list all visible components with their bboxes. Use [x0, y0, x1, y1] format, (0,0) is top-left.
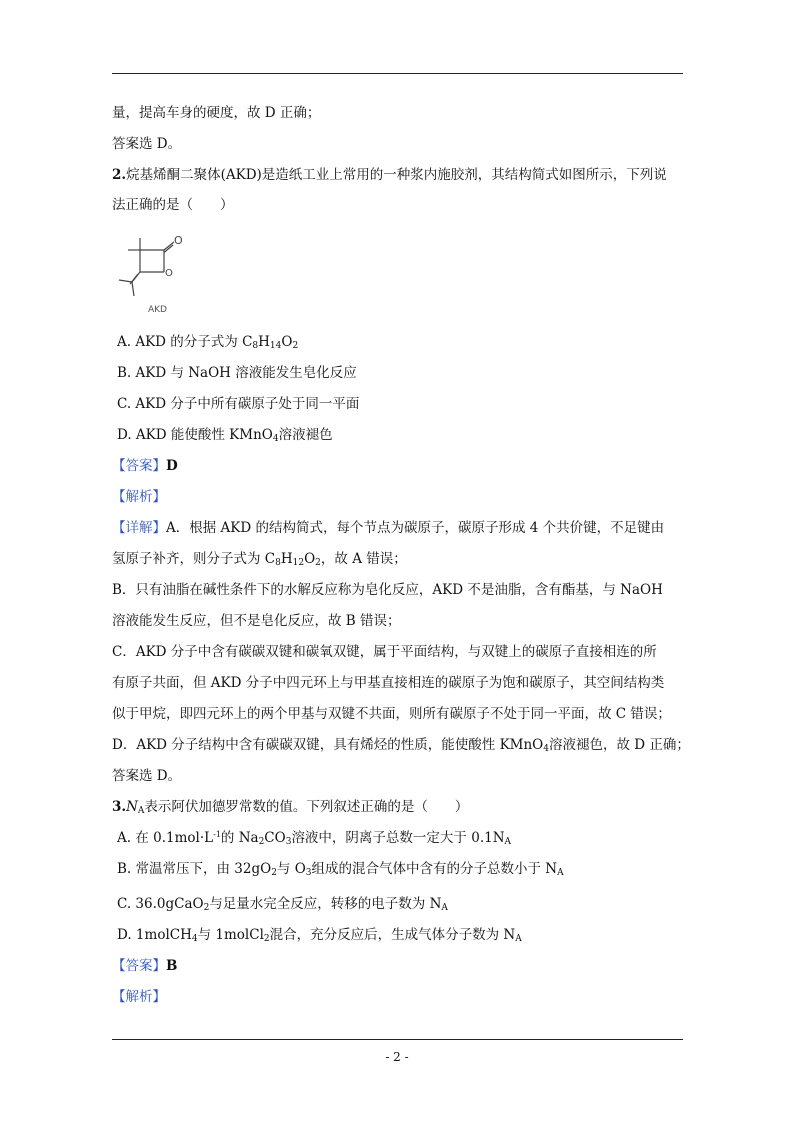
option-b: B. AKD 与 NaOH 溶液能发生皂化反应 — [117, 365, 357, 381]
question-2-stem-cont: 法正确的是（ ） — [112, 197, 234, 213]
detail-line: D．AKD 分子结构中含有碳碳双键，具有烯烃的性质，能使酸性 KMnO$_4$溶液褪色，故 D 正确； — [112, 737, 690, 754]
figure-caption: AKD — [148, 305, 167, 315]
detail-line: 似于甲烷，即四元环上的两个甲基与双键不共面，则所有碳原子不处于同一平面，故 C 错误； — [112, 706, 671, 722]
page-number: - 2 - — [385, 1050, 409, 1064]
detail-line: 溶液能发生反应，但不是皂化反应，故 B 错误； — [112, 613, 401, 629]
paragraph: 量，提高车身的硬度，故 D 正确； — [112, 105, 321, 121]
akd-structure-figure — [114, 230, 194, 320]
option-c: C. AKD 分子中所有碳原子处于同一平面 — [117, 396, 360, 412]
question-2-stem: 2.烷基烯酮二聚体(AKD)是造纸工业上常用的一种浆内施胶剂，其结构简式如图所示，下列说 — [112, 167, 667, 183]
answer: 【答案】B — [112, 958, 178, 974]
option-d: D. 1molCH$_4$与 1molCl$_2$混合，充分反应后，生成气体分子数为 $N_A$ — [117, 927, 522, 944]
option-d: D. AKD 能使酸性 KMnO$_4$溶液褪色 — [117, 427, 333, 444]
option-a: A. 在 $0.1mol\cdot L^{-1}$的 $Na_2CO_3$溶液中，阴离子总数一定大于 $0.1N_A$ — [117, 830, 512, 847]
detail-line: C．AKD 分子中含有碳碳双键和碳氧双键，属于平面结构，与双键上的碳原子直接相连的所 — [112, 644, 657, 660]
footer-rule — [112, 1039, 683, 1040]
header-rule — [112, 73, 683, 74]
svg-text:O: O — [174, 234, 183, 247]
svg-text:O: O — [165, 268, 173, 279]
paragraph: 答案选 D。 — [112, 136, 182, 152]
detail-line: B．只有油脂在碱性条件下的水解反应称为皂化反应，AKD 不是油脂，含有酯基，与 NaOH — [112, 582, 663, 598]
answer: 【答案】D — [112, 458, 178, 474]
option-b: B. 常温常压下，由 $32gO_2$与 $O_3$组成的混合气体中含有的分子总数小于 $N_A$ — [117, 861, 564, 878]
option-c: C. 36.0gCaO$_2$与足量水完全反应，转移的电子数为 $N_A$ — [117, 896, 448, 913]
question-3-stem: $3.N_A$表示阿伏加德罗常数的值。下列叙述正确的是（ ） — [112, 799, 469, 816]
analysis-tag: 【解析】 — [112, 989, 166, 1005]
detail-line: 有原子共面，但 AKD 分子中四元环上与甲基直接相连的碳原子为饱和碳原子，其空间结构类 — [112, 675, 665, 691]
analysis-tag: 【解析】 — [112, 489, 166, 505]
option-a: A. AKD 的分子式为 $C_8H_{14}O_2$ — [117, 334, 299, 351]
detail-line: 氢原子补齐，则分子式为 $C_8H_{12}O_2$，故 A 错误； — [112, 551, 407, 568]
detail-line: 【详解】A．根据 AKD 的结构简式，每个节点为碳原子，碳原子形成 4 个共价键，不足键由 — [112, 520, 665, 536]
detail-line: 答案选 D。 — [112, 768, 182, 784]
